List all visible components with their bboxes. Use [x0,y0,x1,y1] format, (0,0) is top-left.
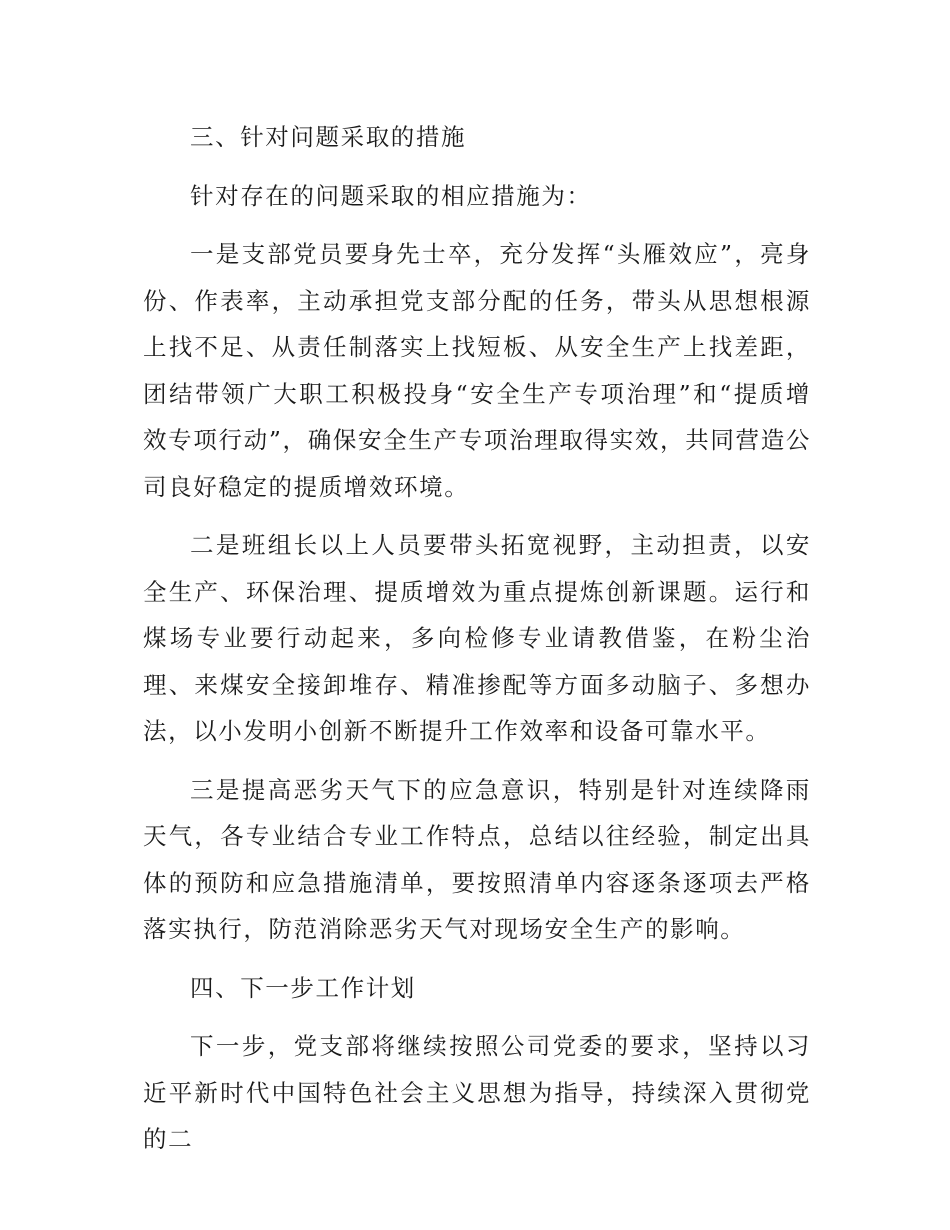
measure-three-paragraph: 三是提高恶劣天气下的应急意识，特别是针对连续降雨天气，各专业结合专业工作特点，总结以往经验，制定出具体的预防和应急措施清单，要按照清单内容逐条逐项去严格落实执行，防范消除恶劣天气对现场安全生产的影响。 [143,775,811,943]
document-body [143,114,811,1163]
next-plan-paragraph: 下一步，党支部将继续按照公司党委的要求，坚持以习近平新时代中国特色社会主义思想为指导，持续深入贯彻党的二 [143,1032,811,1153]
measures-intro-paragraph: 针对存在的问题采取的相应措施为： [190,181,592,210]
section-heading-measures: 三、针对问题采取的措施 [190,123,467,151]
section-heading-next-plan: 四、下一步工作计划 [190,973,416,1002]
measure-two-paragraph: 二是班组长以上人员要带头拓宽视野，主动担责，以安全生产、环保治理、提质增效为重点提炼创新课题。运行和煤场专业要行动起来，多向检修专业请教借鉴，在粉尘治理、来煤安全接卸堆存、精准掺配等方面多动脑子、多想办法，以小发明小创新不断提升工作效率和设备可靠水平。 [143,531,811,745]
measure-one-paragraph: 一是支部党员要身先士卒，充分发挥“头雁效应”，亮身份、作表率，主动承担党支部分配的任务，带头从思想根源上找不足、从责任制落实上找短板、从安全生产上找差距，团结带领广大职工积极投身“安全生产专项治理”和“提质增效专项行动”，确保安全生产专项治理取得实效，共同营造公司良好稳定的提质增效环境。 [143,240,811,501]
